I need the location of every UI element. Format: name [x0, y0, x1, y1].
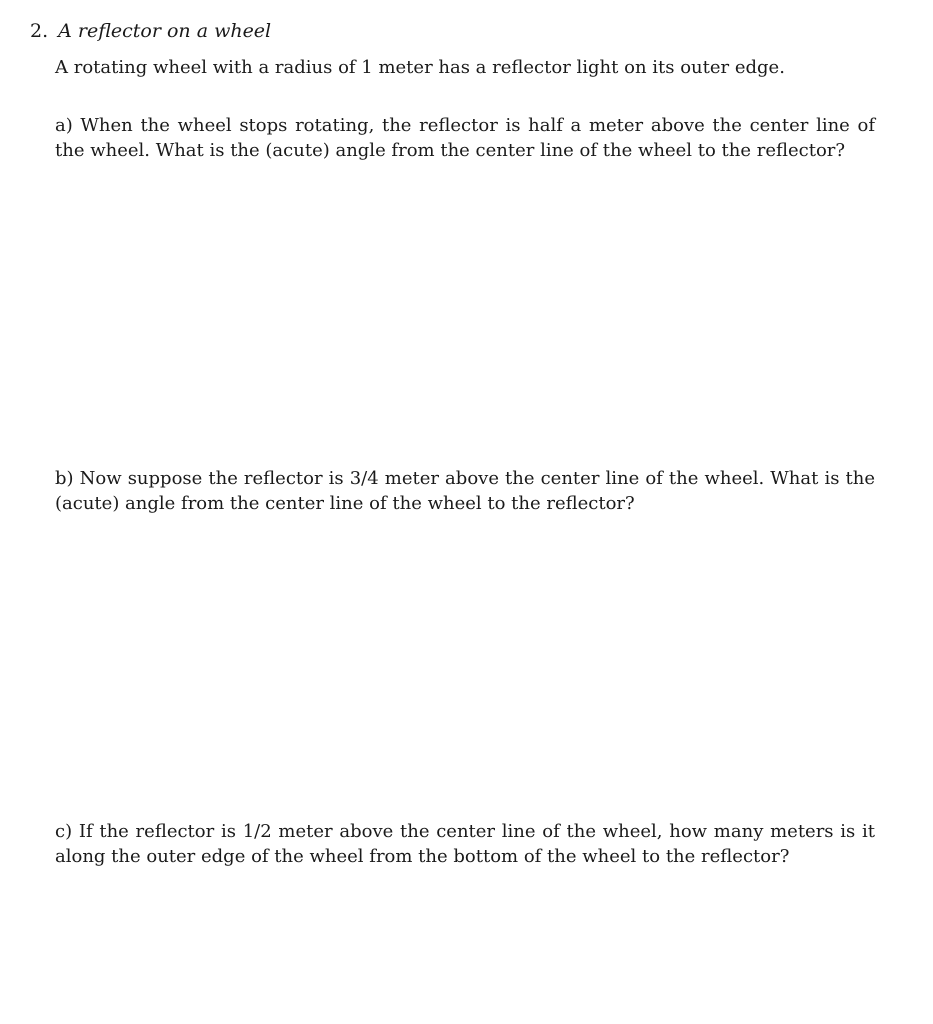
part-a-answer-space: [55, 170, 875, 460]
part-c-answer-space: [55, 875, 875, 1015]
problem-heading: [30, 19, 271, 43]
part-a-question: a) When the wheel stops rotating, the reflector is half a meter above the center line of the wheel. What is the (acute) angle from the center line of the wheel to the reflector?: [55, 115, 875, 161]
part-b-answer-space: [55, 520, 875, 810]
part-b-question: b) Now suppose the reflector is 3/4 meter above the center line of the wheel. What is the (acute) angle from the center line of the wheel to the reflector?: [55, 468, 875, 514]
problem-title: A reflector on a wheel: [58, 20, 272, 42]
problem-intro: A rotating wheel with a radius of 1 meter has a reflector light on its outer edge.: [55, 57, 785, 78]
part-c-question: c) If the reflector is 1/2 meter above the center line of the wheel, how many meters is it along the outer edge of the wheel from the bottom of the wheel to the reflector?: [55, 821, 875, 867]
problem-number: 2.: [30, 20, 49, 42]
